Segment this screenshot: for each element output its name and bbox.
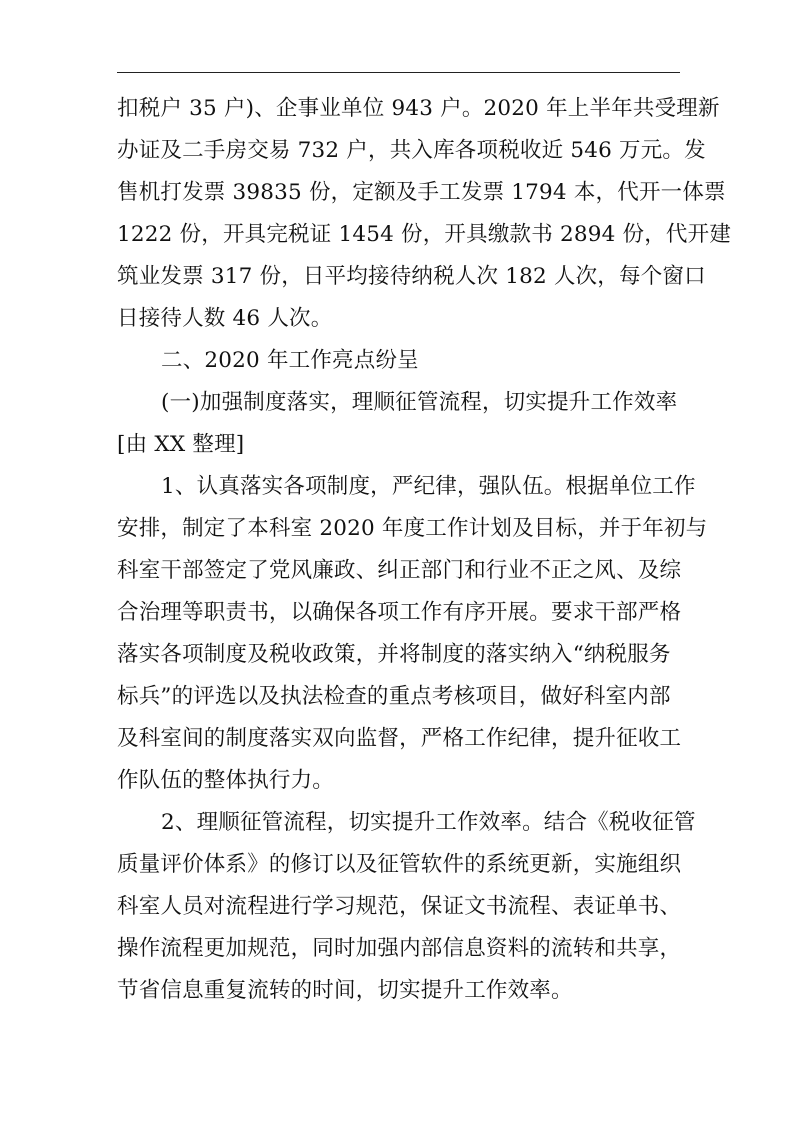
document-body (117, 91, 732, 1015)
paragraph1-line: 及科室间的制度落实双向监督，严格工作纪律，提升征收工 (117, 726, 682, 751)
section-heading: 二、2020 年工作亮点纷呈 (161, 348, 419, 373)
paragraph1-line: 合治理等职责书，以确保各项工作有序开展。要求干部严格 (117, 600, 682, 625)
text-line: 1222 份，开具完税证 1454 份，开具缴款书 2894 份，代开建 (117, 222, 732, 247)
paragraph2-line: 节省信息重复流转的时间，切实提升工作效率。 (117, 978, 573, 1003)
text-line: 日接待人数 46 人次。 (117, 306, 333, 331)
subsection-heading: (一)加强制度落实，理顺征管流程，切实提升工作效率 (161, 390, 678, 415)
text-line: 扣税户 35 户)、企事业单位 943 户。2020 年上半年共受理新 (117, 96, 720, 121)
paragraph1-line: 1、认真落实各项制度，严纪律，强队伍。根据单位工作 (161, 474, 696, 499)
paragraph1-line: 安排，制定了本科室 2020 年度工作计划及目标，并于年初与 (117, 516, 708, 541)
paragraph1-line: 标兵”的评选以及执法检查的重点考核项目，做好科室内部 (117, 684, 671, 709)
paragraph2-line: 质量评价体系》的修订以及征管软件的系统更新，实施组织 (117, 852, 682, 877)
header-rule (117, 72, 680, 73)
paragraph1-line: 作队伍的整体执行力。 (117, 768, 335, 793)
paragraph2-line: 2、理顺征管流程，切实提升工作效率。结合《税收征管 (161, 810, 696, 835)
text-line: 筑业发票 317 份，日平均接待纳税人次 182 人次，每个窗口 (117, 264, 706, 289)
paragraph1-line: 落实各项制度及税收政策，并将制度的落实纳入“纳税服务 (117, 642, 671, 667)
paragraph1-line: 科室干部签定了党风廉政、纠正部门和行业不正之风、及综 (117, 558, 682, 583)
subsection-note: [由 XX 整理] (117, 432, 245, 457)
paragraph2-line: 操作流程更加规范，同时加强内部信息资料的流转和共享， (117, 936, 682, 961)
paragraph2-line: 科室人员对流程进行学习规范，保证文书流程、表证单书、 (117, 894, 682, 919)
text-line: 办证及二手房交易 732 户，共入库各项税收近 546 万元。发 (117, 138, 706, 163)
text-line: 售机打发票 39835 份，定额及手工发票 1794 本，代开一体票 (117, 180, 726, 205)
